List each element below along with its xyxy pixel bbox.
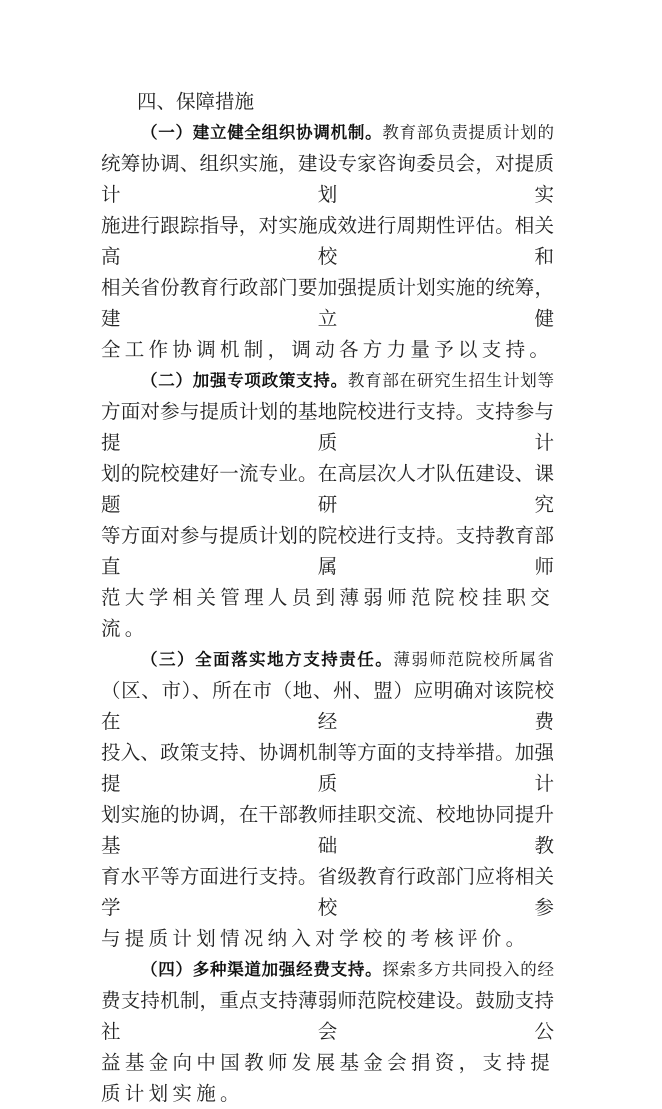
paragraph-text: 教育部在研究生招生计划等 xyxy=(347,371,555,390)
paragraph-line: （区、市）、所在市（地、州、盟）应明确对该院校在经费 xyxy=(101,679,554,733)
paragraph-3 xyxy=(101,644,554,954)
paragraph-lead: （三）全面落实地方支持责任。 xyxy=(141,650,394,669)
paragraph-line: 与提质计划情况纳入对学校的考核评价。 xyxy=(101,927,530,950)
paragraph-first-line xyxy=(101,954,554,985)
section-heading: 四、保障措施 xyxy=(137,90,255,113)
paragraph-lead: （四）多种渠道加强经费支持。 xyxy=(141,960,383,979)
paragraph-line: 统筹协调、组织实施，建设专家咨询委员会，对提质计划实 xyxy=(101,152,554,206)
paragraph-first-line xyxy=(101,644,554,675)
document-body xyxy=(101,86,554,1109)
paragraph-lead: （一）建立健全组织协调机制。 xyxy=(141,123,383,142)
paragraph-first-line xyxy=(101,117,554,148)
paragraph-text: 薄弱师范院校所属省 xyxy=(393,650,555,669)
paragraph-lead: （二）加强专项政策支持。 xyxy=(141,371,348,390)
paragraph-text: 探索多方共同投入的经 xyxy=(382,960,555,979)
paragraph-line: 划实施的协调，在干部教师挂职交流、校地协同提升基础教 xyxy=(101,803,554,857)
paragraph-line: 益基金向中国教师发展基金会捐资，支持提质计划实施。 xyxy=(101,1051,554,1105)
paragraph-line: 范大学相关管理人员到薄弱师范院校挂职交流。 xyxy=(101,586,554,640)
paragraph-1 xyxy=(101,117,554,365)
paragraph-first-line xyxy=(101,365,554,396)
paragraph-line: 划的院校建好一流专业。在高层次人才队伍建设、课题研究 xyxy=(101,462,554,516)
paragraph-line: 全工作协调机制，调动各方力量予以支持。 xyxy=(101,338,554,361)
paragraph-line: 施进行跟踪指导，对实施成效进行周期性评估。相关高校和 xyxy=(101,214,554,268)
paragraph-4 xyxy=(101,954,554,1109)
paragraph-text: 教育部负责提质计划的 xyxy=(382,123,555,142)
paragraph-line: 育水平等方面进行支持。省级教育行政部门应将相关学校参 xyxy=(101,865,554,919)
paragraph-line: 等方面对参与提质计划的院校进行支持。支持教育部直属师 xyxy=(101,524,554,578)
paragraph-line: 投入、政策支持、协调机制等方面的支持举措。加强提质计 xyxy=(101,741,554,795)
paragraph-line: 方面对参与提质计划的基地院校进行支持。支持参与提质计 xyxy=(101,400,554,454)
paragraph-line: 费支持机制，重点支持薄弱师范院校建设。鼓励支持社会公 xyxy=(101,989,554,1043)
paragraph-line: 相关省份教育行政部门要加强提质计划实施的统筹，建立健 xyxy=(101,276,554,330)
paragraph-2 xyxy=(101,365,554,644)
